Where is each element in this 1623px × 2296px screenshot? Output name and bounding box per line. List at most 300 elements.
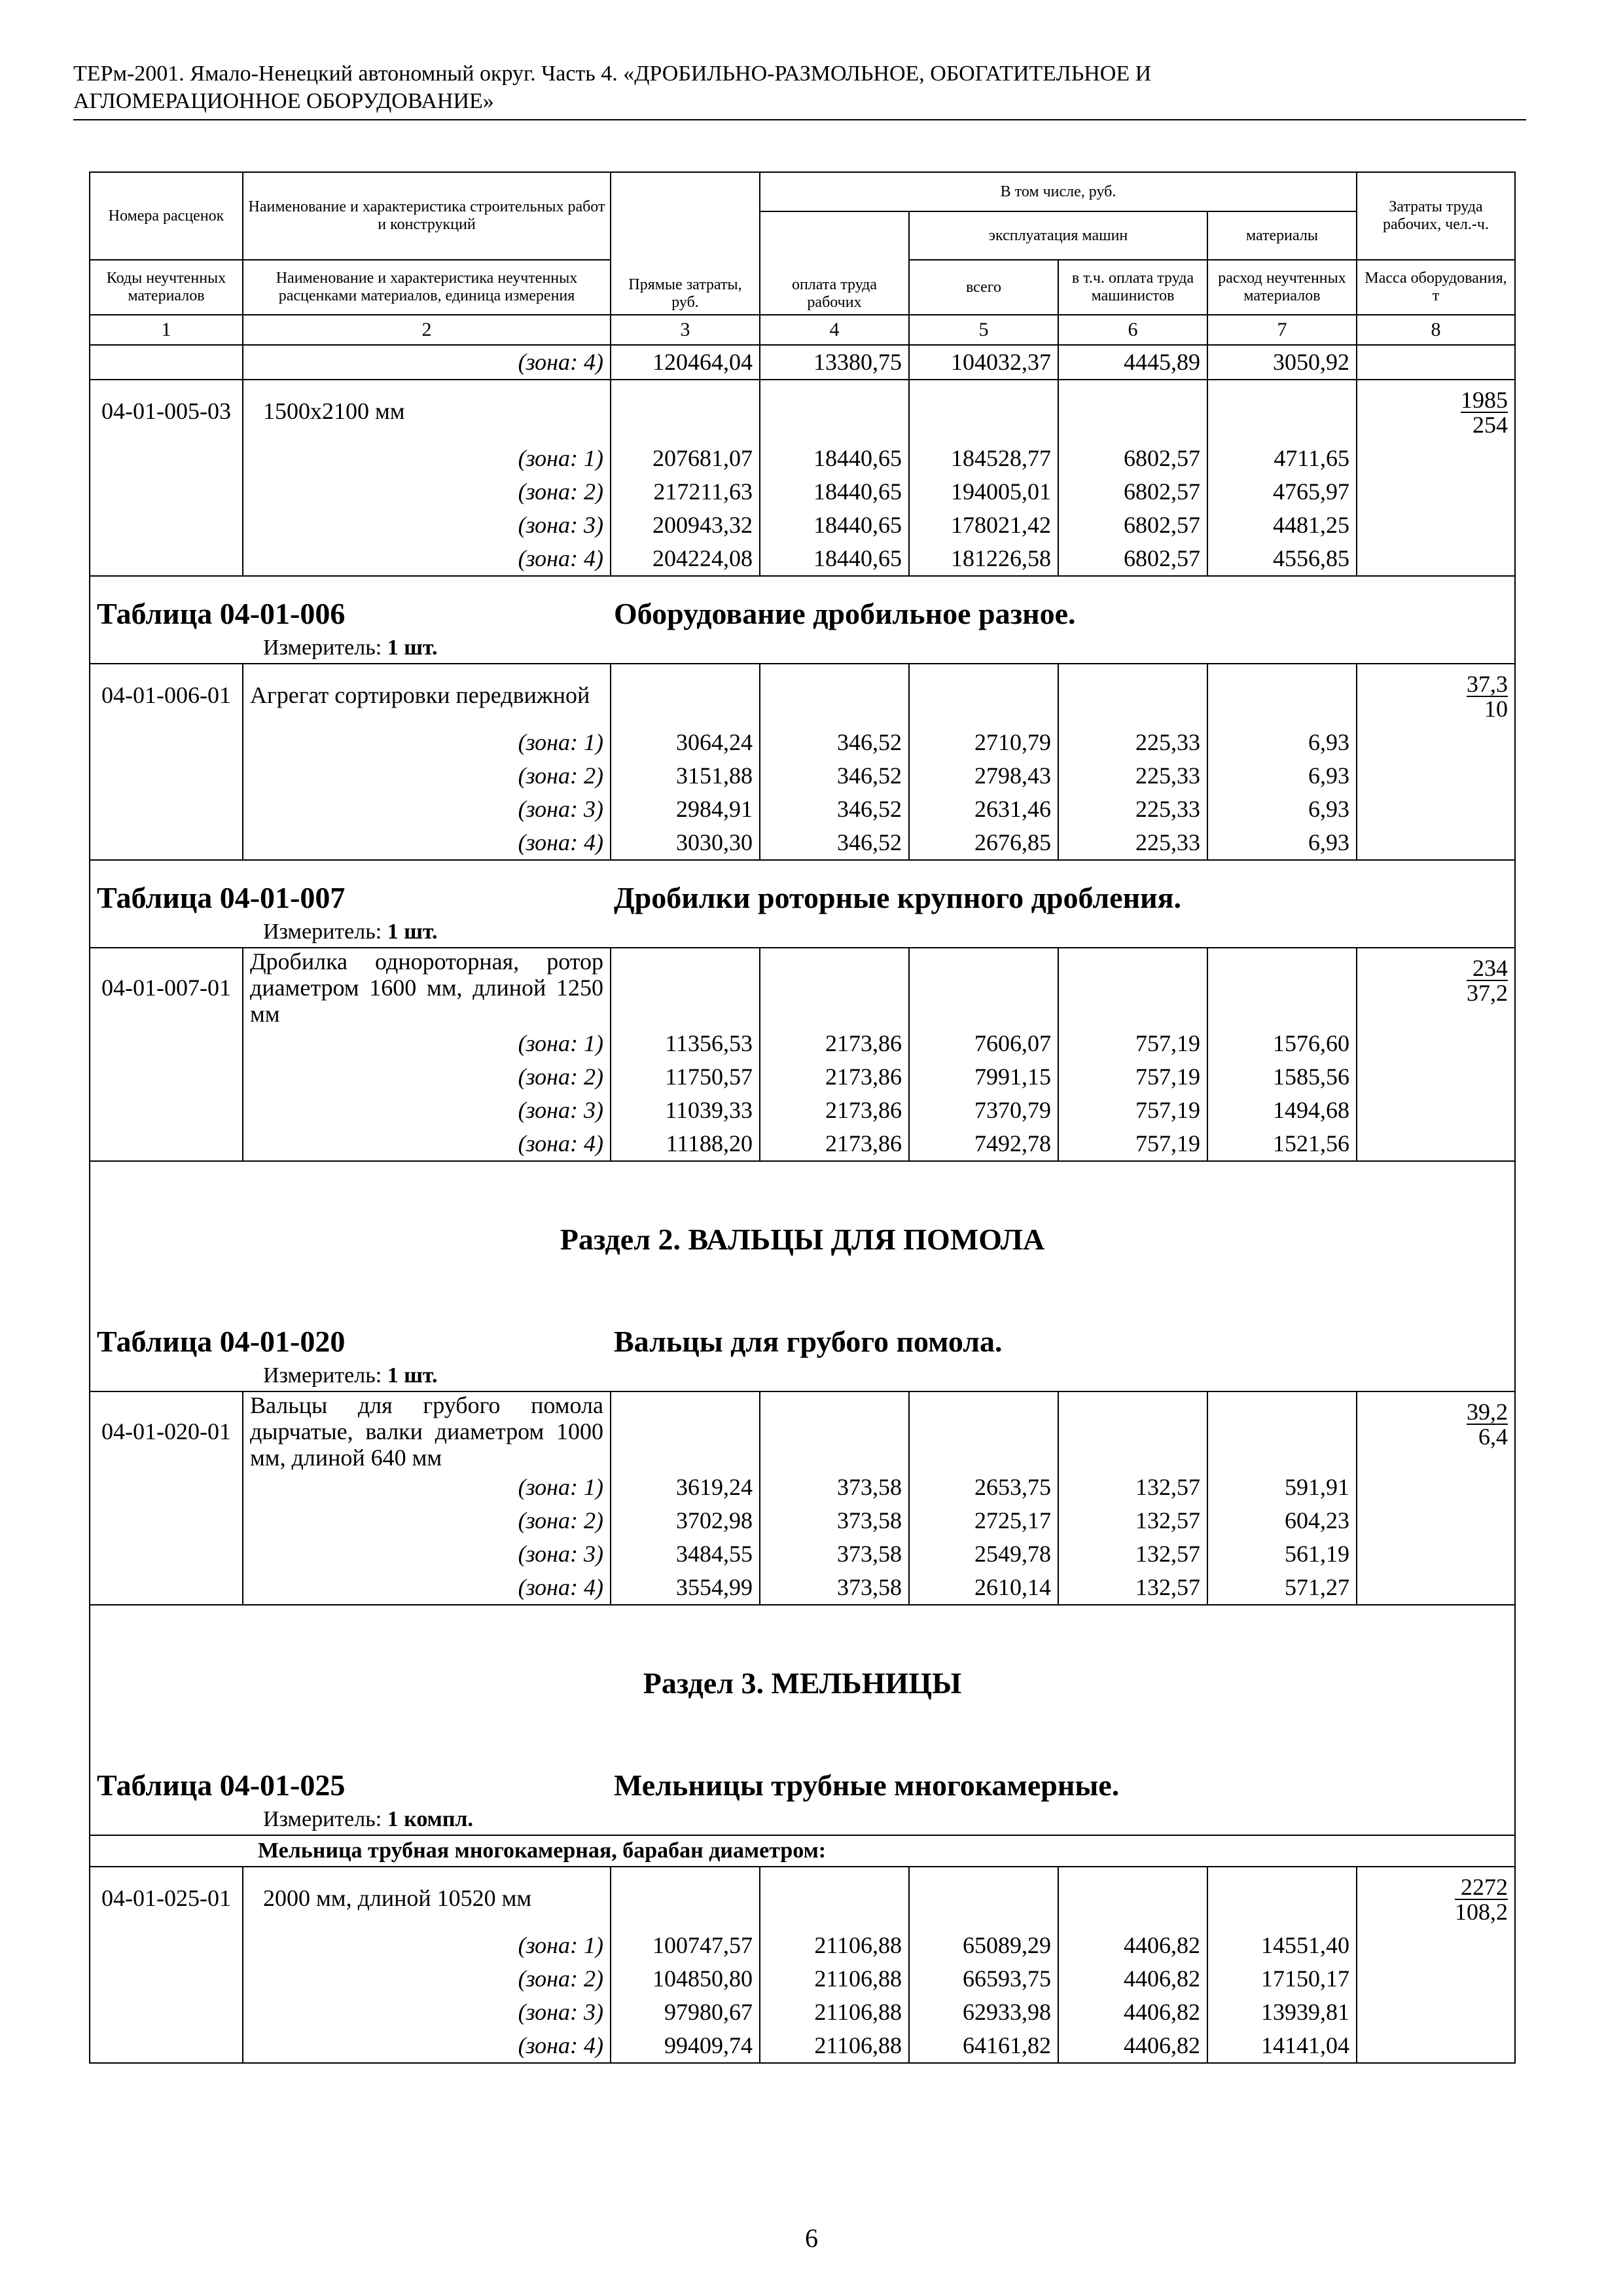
direct-cost: 3030,30 xyxy=(611,826,760,860)
col2-bottom-header: Наименование и характеристика неучтенных расценками материалов, единица измерения xyxy=(243,260,611,315)
zone-label: (зона: 1) xyxy=(243,726,611,759)
section-2-heading-cell xyxy=(90,1161,1515,1391)
labor-cost: 346,52 xyxy=(760,726,909,759)
machine-cost: 65089,29 xyxy=(909,1929,1058,1962)
zone-label: (зона: 3) xyxy=(243,1537,611,1571)
mass-cell-empty xyxy=(1357,759,1515,793)
machinist-labor: 225,33 xyxy=(1058,759,1207,793)
mass-cell-empty xyxy=(1357,2029,1515,2063)
measure-label: Измеритель: xyxy=(263,636,382,660)
machinist-labor: 4406,82 xyxy=(1058,1929,1207,1962)
mass-cell-empty xyxy=(1357,1537,1515,1571)
code-cell-empty xyxy=(90,1094,243,1127)
mass-cell-empty xyxy=(1357,726,1515,759)
rate-code: 04-01-006-01 xyxy=(90,664,243,726)
section-2-heading xyxy=(90,1161,1515,1391)
machinist-labor: 4445,89 xyxy=(1058,345,1207,380)
materials-cost: 3050,92 xyxy=(1207,345,1357,380)
zone-label: (зона: 1) xyxy=(243,442,611,475)
zone-row xyxy=(90,1504,1515,1537)
code-cell-empty xyxy=(90,2029,243,2063)
zone-row xyxy=(90,1929,1515,1962)
table-name: Оборудование дробильное разное. xyxy=(614,597,1076,630)
direct-cost: 11356,53 xyxy=(611,1027,760,1060)
zone-row xyxy=(90,1027,1515,1060)
incl-header: В том числе, руб. xyxy=(760,172,1357,211)
materials-header: материалы xyxy=(1207,211,1357,260)
empty-cell xyxy=(1058,948,1207,1027)
zone-label: (зона: 1) xyxy=(243,1471,611,1504)
machine-cost: 2710,79 xyxy=(909,726,1058,759)
labor-cost: 373,58 xyxy=(760,1471,909,1504)
measure-unit xyxy=(97,1361,1508,1391)
table-006-heading xyxy=(90,576,1515,664)
machinist-labor: 757,19 xyxy=(1058,1094,1207,1127)
mass-fraction xyxy=(1455,1875,1508,1924)
mass-cell-empty xyxy=(1357,1504,1515,1537)
col5-header: всего xyxy=(909,260,1058,315)
mass-cell-empty xyxy=(1357,475,1515,509)
empty-cell xyxy=(1207,380,1357,442)
zone-row xyxy=(90,1571,1515,1605)
zone-label: (зона: 2) xyxy=(243,759,611,793)
col4-header: оплата труда рабочих xyxy=(760,211,909,315)
zone-label: (зона: 3) xyxy=(243,509,611,542)
header-rule xyxy=(73,119,1526,120)
direct-cost: 120464,04 xyxy=(611,345,760,380)
machinist-labor: 132,57 xyxy=(1058,1571,1207,1605)
measure-label: Измеритель: xyxy=(263,920,382,944)
direct-cost: 11188,20 xyxy=(611,1127,760,1161)
item-name: Агрегат сортировки передвижной xyxy=(243,664,611,726)
item-row xyxy=(90,1867,1515,1929)
materials-cost: 604,23 xyxy=(1207,1504,1357,1537)
col-number: 2 xyxy=(243,315,611,345)
measure-value: 1 шт. xyxy=(387,1363,438,1388)
mass-fraction xyxy=(1461,388,1508,437)
labor-hours: 1985 xyxy=(1461,387,1508,413)
machine-cost: 7492,78 xyxy=(909,1127,1058,1161)
machine-cost: 2549,78 xyxy=(909,1537,1058,1571)
zone-row xyxy=(90,826,1515,860)
zone-row xyxy=(90,793,1515,826)
code-cell-empty xyxy=(90,1027,243,1060)
materials-cost: 17150,17 xyxy=(1207,1962,1357,1996)
mass-cell-empty xyxy=(1357,826,1515,860)
labor-cost: 21106,88 xyxy=(760,1962,909,1996)
measure-unit xyxy=(97,917,1508,947)
machine-cost: 194005,01 xyxy=(909,475,1058,509)
code-cell-empty xyxy=(90,1471,243,1504)
zone-label: (зона: 1) xyxy=(243,1027,611,1060)
table-title-line xyxy=(97,1304,1508,1361)
zone-row xyxy=(90,2029,1515,2063)
item-row xyxy=(90,380,1515,442)
mass-cell-empty xyxy=(1357,509,1515,542)
zone-row xyxy=(90,345,1515,380)
col-number: 6 xyxy=(1058,315,1207,345)
direct-cost: 207681,07 xyxy=(611,442,760,475)
item-row xyxy=(90,664,1515,726)
zone-label: (зона: 4) xyxy=(243,2029,611,2063)
zone-label: (зона: 4) xyxy=(243,542,611,576)
empty-cell xyxy=(909,1867,1058,1929)
materials-cost: 4711,65 xyxy=(1207,442,1357,475)
mass-cell-empty xyxy=(1357,1571,1515,1605)
empty-cell xyxy=(909,948,1058,1027)
labor-cost: 21106,88 xyxy=(760,1996,909,2029)
direct-cost: 3151,88 xyxy=(611,759,760,793)
machine-cost: 7370,79 xyxy=(909,1094,1058,1127)
equipment-mass: 6,4 xyxy=(1478,1424,1508,1450)
zone-label: (зона: 4) xyxy=(243,1127,611,1161)
labor-cost: 373,58 xyxy=(760,1571,909,1605)
item-name: 2000 мм, длиной 10520 мм xyxy=(243,1867,611,1929)
mass-cell xyxy=(1357,1867,1515,1929)
table-007-heading-cell xyxy=(90,860,1515,948)
item-name: 1500х2100 мм xyxy=(243,380,611,442)
materials-cost: 1576,60 xyxy=(1207,1027,1357,1060)
labor-hours: 37,3 xyxy=(1467,671,1508,697)
mass-cell-empty xyxy=(1357,1929,1515,1962)
zone-row xyxy=(90,1060,1515,1094)
machinist-labor: 4406,82 xyxy=(1058,1996,1207,2029)
empty-cell xyxy=(1058,664,1207,726)
materials-cost: 571,27 xyxy=(1207,1571,1357,1605)
code-cell-empty xyxy=(90,1504,243,1537)
empty-cell xyxy=(1058,1391,1207,1471)
labor-cost: 13380,75 xyxy=(760,345,909,380)
labor-cost: 21106,88 xyxy=(760,2029,909,2063)
measure-value: 1 шт. xyxy=(387,920,438,944)
mass-cell-empty xyxy=(1357,1127,1515,1161)
zone-row xyxy=(90,1471,1515,1504)
empty-cell xyxy=(611,664,760,726)
col1-top-header: Номера расценок xyxy=(90,172,243,260)
empty-cell xyxy=(611,1391,760,1471)
code-cell-empty xyxy=(90,1127,243,1161)
zone-row xyxy=(90,1537,1515,1571)
column-numbers-row xyxy=(90,315,1515,345)
empty-cell xyxy=(760,1391,909,1471)
equipment-mass: 37,2 xyxy=(1467,980,1508,1006)
code-cell-empty xyxy=(90,509,243,542)
direct-cost: 104850,80 xyxy=(611,1962,760,1996)
zone-label: (зона: 3) xyxy=(243,1996,611,2029)
col-number: 3 xyxy=(611,315,760,345)
code-cell-empty xyxy=(90,726,243,759)
empty-cell xyxy=(1058,1867,1207,1929)
rate-code: 04-01-020-01 xyxy=(90,1391,243,1471)
machine-cost: 2798,43 xyxy=(909,759,1058,793)
col8-bottom-header: Масса оборудования, т xyxy=(1357,260,1515,315)
labor-cost: 18440,65 xyxy=(760,542,909,576)
mass-cell-empty xyxy=(1357,1027,1515,1060)
machinist-labor: 132,57 xyxy=(1058,1537,1207,1571)
labor-hours: 39,2 xyxy=(1467,1399,1508,1425)
table-title-line xyxy=(97,577,1508,633)
machinist-labor: 757,19 xyxy=(1058,1127,1207,1161)
mass-cell-empty xyxy=(1357,1471,1515,1504)
machine-cost: 7991,15 xyxy=(909,1060,1058,1094)
direct-cost: 2984,91 xyxy=(611,793,760,826)
col-number: 1 xyxy=(90,315,243,345)
code-cell-empty xyxy=(90,542,243,576)
table-number: Таблица 04-01-025 xyxy=(97,1768,346,1802)
mass-cell-empty xyxy=(1357,793,1515,826)
zone-label: (зона: 1) xyxy=(243,1929,611,1962)
materials-cost: 14141,04 xyxy=(1207,2029,1357,2063)
machinist-labor: 6802,57 xyxy=(1058,442,1207,475)
code-cell-empty xyxy=(90,1571,243,1605)
machinist-labor: 4406,82 xyxy=(1058,2029,1207,2063)
subheading-row xyxy=(90,1835,1515,1867)
machine-cost: 2631,46 xyxy=(909,793,1058,826)
code-cell-empty xyxy=(90,1537,243,1571)
mass-cell-empty xyxy=(1357,442,1515,475)
machine-cost: 2676,85 xyxy=(909,826,1058,860)
empty-cell xyxy=(1207,1391,1357,1471)
materials-cost: 1494,68 xyxy=(1207,1094,1357,1127)
empty-cell xyxy=(760,380,909,442)
rate-code: 04-01-025-01 xyxy=(90,1867,243,1929)
table-title-line xyxy=(97,861,1508,917)
col2-top-header: Наименование и характеристика строительных работ и конструкций xyxy=(243,172,611,260)
labor-cost: 2173,86 xyxy=(760,1127,909,1161)
col-number: 8 xyxy=(1357,315,1515,345)
empty-cell xyxy=(611,380,760,442)
code-cell-empty xyxy=(90,826,243,860)
header-line-1: ТЕРм-2001. Ямало-Ненецкий автономный округ. Часть 4. «ДРОБИЛЬНО-РАЗМОЛЬНОЕ, ОБОГАТИТЕЛЬНОЕ И xyxy=(73,62,1152,86)
rate-code: 04-01-005-03 xyxy=(90,380,243,442)
code-cell-empty xyxy=(90,475,243,509)
materials-cost: 6,93 xyxy=(1207,793,1357,826)
mass-cell-empty xyxy=(1357,1094,1515,1127)
mass-cell-empty xyxy=(1357,345,1515,380)
empty-cell xyxy=(1058,380,1207,442)
mass-fraction xyxy=(1467,1400,1508,1448)
direct-cost: 3619,24 xyxy=(611,1471,760,1504)
materials-cost: 1521,56 xyxy=(1207,1127,1357,1161)
zone-label: (зона: 3) xyxy=(243,1094,611,1127)
machine-cost: 184528,77 xyxy=(909,442,1058,475)
measure-value: 1 компл. xyxy=(387,1807,474,1831)
labor-cost: 2173,86 xyxy=(760,1027,909,1060)
table-number: Таблица 04-01-006 xyxy=(97,597,346,630)
zone-row xyxy=(90,1127,1515,1161)
machinist-labor: 6802,57 xyxy=(1058,475,1207,509)
section-3-heading-cell xyxy=(90,1605,1515,1835)
empty-cell xyxy=(760,1867,909,1929)
col7-header: расход неучтенных материалов xyxy=(1207,260,1357,315)
machinist-labor: 225,33 xyxy=(1058,726,1207,759)
zone-row xyxy=(90,509,1515,542)
direct-cost: 97980,67 xyxy=(611,1996,760,2029)
col3-header: Прямые затраты, руб. xyxy=(611,172,760,315)
zone-row xyxy=(90,1962,1515,1996)
item-row xyxy=(90,1391,1515,1471)
item-row xyxy=(90,948,1515,1027)
machinist-labor: 225,33 xyxy=(1058,793,1207,826)
direct-cost: 99409,74 xyxy=(611,2029,760,2063)
machine-cost: 7606,07 xyxy=(909,1027,1058,1060)
empty-cell xyxy=(1207,1867,1357,1929)
zone-label: (зона: 2) xyxy=(243,1962,611,1996)
materials-cost: 591,91 xyxy=(1207,1471,1357,1504)
zone-row xyxy=(90,759,1515,793)
page-header xyxy=(73,60,1524,115)
measure-unit xyxy=(97,1804,1508,1835)
machine-cost: 64161,82 xyxy=(909,2029,1058,2063)
direct-cost: 3484,55 xyxy=(611,1537,760,1571)
labor-cost: 346,52 xyxy=(760,759,909,793)
zone-label: (зона: 2) xyxy=(243,1504,611,1537)
empty-cell xyxy=(611,1867,760,1929)
materials-cost: 1585,56 xyxy=(1207,1060,1357,1094)
col-number: 5 xyxy=(909,315,1058,345)
materials-cost: 4765,97 xyxy=(1207,475,1357,509)
table-007-heading xyxy=(90,860,1515,948)
machine-cost: 2725,17 xyxy=(909,1504,1058,1537)
col6-header: в т.ч. оплата труда машинистов xyxy=(1058,260,1207,315)
labor-cost: 18440,65 xyxy=(760,509,909,542)
code-cell-empty xyxy=(90,793,243,826)
table-title-line xyxy=(97,1748,1508,1804)
zone-label: (зона: 2) xyxy=(243,475,611,509)
labor-hours: 2272 xyxy=(1455,1875,1508,1900)
labor-cost: 373,58 xyxy=(760,1504,909,1537)
code-cell-empty xyxy=(90,1996,243,2029)
machinist-labor: 757,19 xyxy=(1058,1027,1207,1060)
labor-cost: 346,52 xyxy=(760,826,909,860)
mass-cell-empty xyxy=(1357,1060,1515,1094)
measure-value: 1 шт. xyxy=(387,636,438,660)
code-cell-empty xyxy=(90,345,243,380)
col1-bottom-header: Коды неучтенных материалов xyxy=(90,260,243,315)
code-cell-empty xyxy=(90,1929,243,1962)
machine-cost: 178021,42 xyxy=(909,509,1058,542)
table-name: Дробилки роторные крупного дробления. xyxy=(614,881,1181,914)
zone-label: (зона: 2) xyxy=(243,1060,611,1094)
measure-label: Измеритель: xyxy=(263,1363,382,1388)
machinist-labor: 225,33 xyxy=(1058,826,1207,860)
materials-cost: 14551,40 xyxy=(1207,1929,1357,1962)
table-number: Таблица 04-01-020 xyxy=(97,1325,346,1358)
code-cell-empty xyxy=(90,442,243,475)
mass-cell-empty xyxy=(1357,542,1515,576)
mass-cell xyxy=(1357,948,1515,1027)
direct-cost: 204224,08 xyxy=(611,542,760,576)
subheading-row-cell xyxy=(90,1835,1515,1867)
direct-cost: 3064,24 xyxy=(611,726,760,759)
materials-cost: 6,93 xyxy=(1207,759,1357,793)
zone-row xyxy=(90,475,1515,509)
labor-cost: 346,52 xyxy=(760,793,909,826)
mass-cell-empty xyxy=(1357,1996,1515,2029)
machinist-labor: 132,57 xyxy=(1058,1504,1207,1537)
code-cell-empty xyxy=(90,1962,243,1996)
empty-cell xyxy=(611,948,760,1027)
mass-cell xyxy=(1357,664,1515,726)
measure-label: Измеритель: xyxy=(263,1807,382,1831)
section-title: Раздел 2. ВАЛЬЦЫ ДЛЯ ПОМОЛА xyxy=(560,1223,1045,1256)
machinist-labor: 6802,57 xyxy=(1058,509,1207,542)
zone-row xyxy=(90,542,1515,576)
labor-cost: 18440,65 xyxy=(760,475,909,509)
zone-row xyxy=(90,442,1515,475)
zone-label: (зона: 4) xyxy=(243,826,611,860)
materials-cost: 561,19 xyxy=(1207,1537,1357,1571)
col-number: 7 xyxy=(1207,315,1357,345)
machines-header: эксплуатация машин xyxy=(909,211,1207,260)
empty-cell xyxy=(760,664,909,726)
direct-cost: 11750,57 xyxy=(611,1060,760,1094)
labor-hours: 234 xyxy=(1467,956,1508,981)
code-cell-empty xyxy=(90,1060,243,1094)
empty-cell xyxy=(1207,664,1357,726)
materials-cost: 4556,85 xyxy=(1207,542,1357,576)
direct-cost: 200943,32 xyxy=(611,509,760,542)
table-name: Вальцы для грубого помола. xyxy=(614,1325,1003,1358)
col-number: 4 xyxy=(760,315,909,345)
machine-cost: 66593,75 xyxy=(909,1962,1058,1996)
zone-row xyxy=(90,1094,1515,1127)
materials-cost: 6,93 xyxy=(1207,726,1357,759)
empty-cell xyxy=(1207,948,1357,1027)
labor-cost: 21106,88 xyxy=(760,1929,909,1962)
col8-top-header: Затраты труда рабочих, чел.-ч. xyxy=(1357,172,1515,260)
rates-table-body xyxy=(90,172,1515,2063)
labor-cost: 2173,86 xyxy=(760,1060,909,1094)
direct-cost: 3702,98 xyxy=(611,1504,760,1537)
equipment-mass: 108,2 xyxy=(1455,1899,1508,1925)
table-subheading: Мельница трубная многокамерная, барабан диаметром: xyxy=(258,1839,827,1863)
rates-table xyxy=(89,171,1516,2064)
zone-label: (зона: 4) xyxy=(243,345,611,380)
direct-cost: 217211,63 xyxy=(611,475,760,509)
materials-cost: 4481,25 xyxy=(1207,509,1357,542)
labor-cost: 373,58 xyxy=(760,1537,909,1571)
equipment-mass: 254 xyxy=(1472,412,1508,438)
zone-label: (зона: 4) xyxy=(243,1571,611,1605)
machine-cost: 62933,98 xyxy=(909,1996,1058,2029)
equipment-mass: 10 xyxy=(1484,696,1508,722)
rate-code: 04-01-007-01 xyxy=(90,948,243,1027)
mass-cell xyxy=(1357,1391,1515,1471)
mass-fraction xyxy=(1467,672,1508,721)
mass-cell xyxy=(1357,380,1515,442)
machine-cost: 104032,37 xyxy=(909,345,1058,380)
labor-cost: 2173,86 xyxy=(760,1094,909,1127)
machinist-labor: 132,57 xyxy=(1058,1471,1207,1504)
zone-row xyxy=(90,1996,1515,2029)
measure-unit xyxy=(97,633,1508,663)
item-name: Вальцы для грубого помола дырчатые, валки диаметром 1000 мм, длиной 640 мм xyxy=(243,1391,611,1471)
empty-cell xyxy=(760,948,909,1027)
direct-cost: 100747,57 xyxy=(611,1929,760,1962)
section-title: Раздел 3. МЕЛЬНИЦЫ xyxy=(643,1666,962,1700)
mass-fraction xyxy=(1467,956,1508,1005)
materials-cost: 13939,81 xyxy=(1207,1996,1357,2029)
direct-cost: 3554,99 xyxy=(611,1571,760,1605)
section-3-heading xyxy=(90,1605,1515,1835)
item-name: Дробилка однороторная, ротор диаметром 1600 мм, длиной 1250 мм xyxy=(243,948,611,1027)
machine-cost: 181226,58 xyxy=(909,542,1058,576)
empty-cell xyxy=(909,664,1058,726)
machinist-labor: 4406,82 xyxy=(1058,1962,1207,1996)
machinist-labor: 757,19 xyxy=(1058,1060,1207,1094)
zone-label: (зона: 3) xyxy=(243,793,611,826)
